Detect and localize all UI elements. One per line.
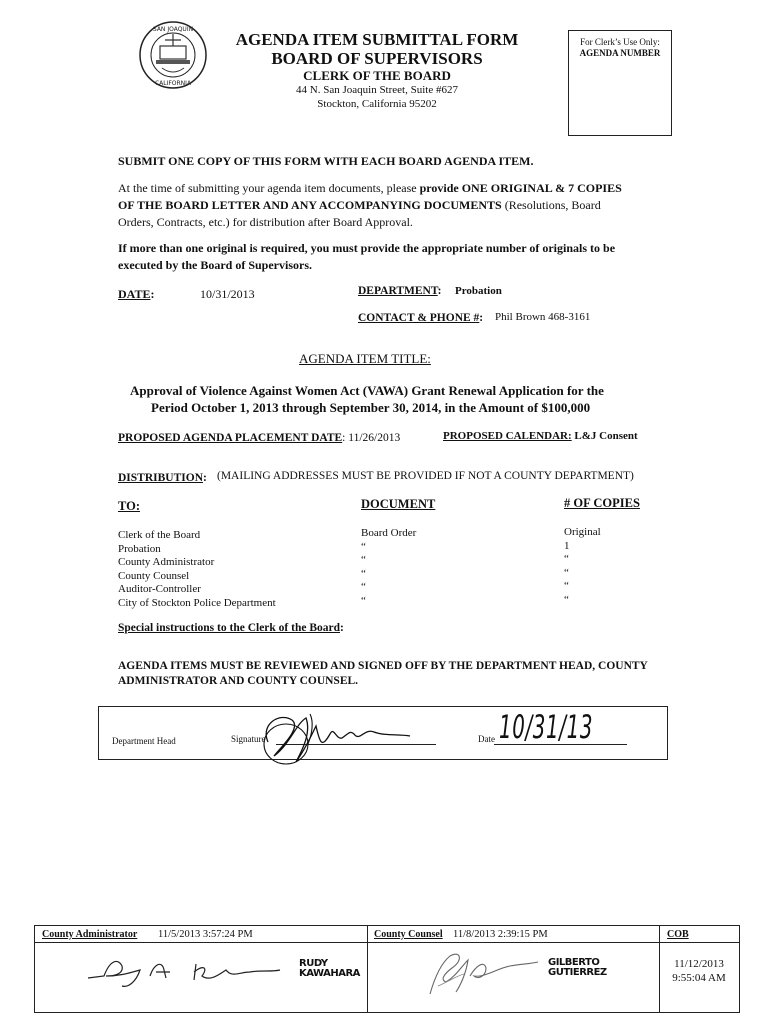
originals-instruction: If more than one original is required, you must provide the appropriate number of originals to be executed by the Board of Supervisors. xyxy=(118,241,616,272)
address-line-2: Stockton, California 95202 xyxy=(317,98,437,110)
cob-date: 11/12/2013 xyxy=(674,958,724,970)
board-title: BOARD OF SUPERVISORS xyxy=(271,49,483,68)
list-item: “ xyxy=(361,567,366,580)
agenda-title-label: AGENDA ITEM TITLE: xyxy=(299,351,431,366)
clerk-use-box xyxy=(568,30,672,136)
list-item: Auditor-Controller xyxy=(118,583,201,596)
svg-text:SAN JOAQUIN: SAN JOAQUIN xyxy=(152,26,194,33)
distribution-label: DISTRIBUTION: xyxy=(118,472,207,484)
department-value: Probation xyxy=(455,285,502,297)
submit-instruction: SUBMIT ONE COPY OF THIS FORM WITH EACH BOARD AGENDA ITEM. xyxy=(118,154,534,168)
county-counsel-label: County Counsel xyxy=(374,929,443,940)
distribution-document-list xyxy=(361,527,511,609)
county-administrator-signature xyxy=(84,950,284,990)
placement-date-value: 11/26/2013 xyxy=(348,432,401,444)
list-item: County Administrator xyxy=(118,556,215,569)
special-instructions-label: Special instructions to the Clerk of the Board: xyxy=(118,622,344,634)
agenda-title-line-2: Period October 1, 2013 through September 30, 2014, in the Amount of $100,000 xyxy=(151,400,591,415)
copies-instruction: At the time of submitting your agenda item documents, please provide ONE ORIGINAL & 7 COPIES OF THE BOARD LETTER AND ANY ACCOMPANYING DOCUMENTS (Resolutions, Board Orders, Contracts, etc.) for distribution after Board Approval. xyxy=(118,181,622,229)
clerk-use-label: For Clerk’s Use Only: xyxy=(580,37,660,47)
contact-label: CONTACT & PHONE #: xyxy=(358,312,484,324)
agenda-title-line-1: Approval of Violence Against Women Act (VAWA) Grant Renewal Application for the xyxy=(130,383,604,398)
cob-time: 9:55:04 AM xyxy=(672,972,726,984)
agenda-number-label: AGENDA NUMBER xyxy=(579,48,661,58)
approvals-divider-2 xyxy=(659,925,660,1013)
list-item: “ xyxy=(361,581,366,594)
list-item: Clerk of the Board xyxy=(118,529,201,541)
list-item: “ xyxy=(564,553,569,566)
clerk-title: CLERK OF THE BOARD xyxy=(303,68,451,83)
column-document: DOCUMENT xyxy=(361,497,436,511)
approvals-header-line xyxy=(34,942,740,943)
cob-label: COB xyxy=(667,929,689,940)
calendar-value: L&J Consent xyxy=(574,430,638,442)
calendar-label: PROPOSED CALENDAR: L&J Consent xyxy=(443,430,638,442)
distribution-note: (MAILING ADDRESSES MUST BE PROVIDED IF NOT A COUNTY DEPARTMENT) xyxy=(217,470,634,482)
county-administrator-time: 11/5/2013 3:57:24 PM xyxy=(158,929,253,940)
list-item: Probation xyxy=(118,542,161,555)
svg-text:CALIFORNIA: CALIFORNIA xyxy=(154,80,192,87)
list-item: “ xyxy=(564,566,569,579)
date-label: DATE: xyxy=(118,287,155,301)
list-item: “ xyxy=(361,594,366,607)
county-counsel-signature xyxy=(420,946,540,998)
distribution-to-list xyxy=(118,529,358,611)
county-administrator-label: County Administrator xyxy=(42,929,138,940)
approvals-divider-1 xyxy=(367,925,368,1013)
form-title: AGENDA ITEM SUBMITTAL FORM xyxy=(235,30,519,49)
distribution-copies-list xyxy=(564,526,664,608)
list-item: “ xyxy=(564,593,569,606)
county-counsel-time: 11/8/2013 2:39:15 PM xyxy=(453,929,548,940)
list-item: 1 xyxy=(564,539,570,552)
column-to: TO: xyxy=(118,499,140,513)
placement-date-label: PROPOSED AGENDA PLACEMENT DATE: 11/26/2013 xyxy=(118,432,401,444)
county-counsel-stamp: GILBERTO GUTIERREZ xyxy=(548,957,607,978)
department-head-signature xyxy=(250,704,440,768)
address-line-1: 44 N. San Joaquin Street, Suite #627 xyxy=(296,84,458,96)
list-item: City of Stockton Police Department xyxy=(118,596,276,609)
contact-value: Phil Brown 468-3161 xyxy=(495,311,591,323)
date-value: 10/31/2013 xyxy=(200,287,255,301)
column-copies: # OF COPIES xyxy=(564,496,640,510)
list-item: “ xyxy=(361,554,366,567)
list-item: Original xyxy=(564,526,601,538)
department-label: DEPARTMENT: xyxy=(358,285,442,297)
cob-timestamp xyxy=(664,957,734,985)
department-head-label: Department Head xyxy=(112,736,176,746)
handwritten-signoff-date: 10/31/13 xyxy=(499,708,594,746)
county-administrator-stamp: RUDY KAWAHARA xyxy=(299,958,360,979)
signoff-date-label: Date xyxy=(478,734,495,744)
signature-label: Signature xyxy=(231,734,266,744)
list-item: County Counsel xyxy=(118,569,190,582)
review-statement: AGENDA ITEMS MUST BE REVIEWED AND SIGNED OFF BY THE DEPARTMENT HEAD, COUNTY ADMINISTRATOR AND COUNTY COUNSEL. xyxy=(118,660,648,687)
list-item: “ xyxy=(361,540,366,553)
list-item: Board Order xyxy=(361,527,417,539)
list-item: “ xyxy=(564,580,569,593)
